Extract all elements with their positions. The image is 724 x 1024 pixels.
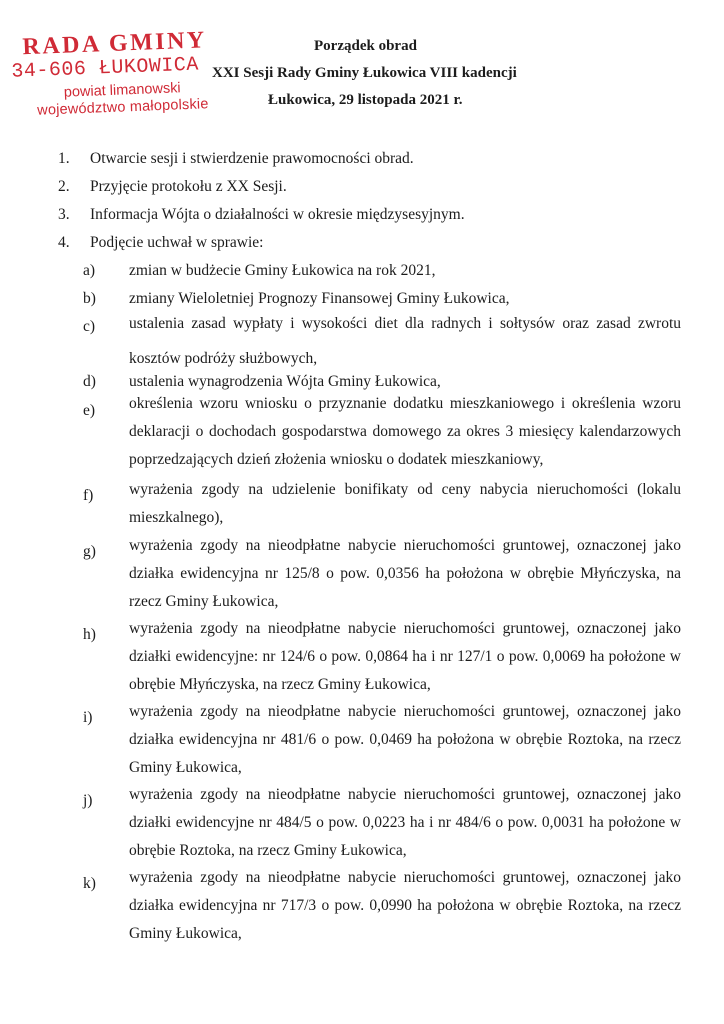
subitem-text: wyrażenia zgody na nieodpłatne nabycie nieruchomości gruntowej, oznaczonej jako działki ewidencyjne: nr 124/6 o pow. 0,0864 ha i nr 127/1 o pow. 0,0069 ha położone w obrębie Młyńczyska, na rzecz Gminy Łukowica, [129, 620, 681, 693]
agenda-item-number: 3. [58, 206, 70, 223]
subitem-text: wyrażenia zgody na nieodpłatne nabycie nieruchomości gruntowej, oznaczonej jako działka ewidencyjna nr 481/6 o pow. 0,0469 ha położona w obrębie Roztoka, na rzecz Gminy Łukowica, [129, 703, 681, 776]
document-title: Porządek obrad [314, 38, 417, 54]
subitem-letter: d) [83, 373, 96, 390]
subitem-letter: a) [83, 262, 96, 279]
subitem-letter: c) [83, 318, 96, 335]
council-stamp [4, 25, 239, 121]
subitem-text: wyrażenia zgody na nieodpłatne nabycie nieruchomości gruntowej, oznaczonej jako działka ewidencyjna nr 125/8 o pow. 0,0356 ha położona w obrębie Młyńczyska, na rzecz Gminy Łukowica, [129, 537, 681, 610]
subitem-text: ustalenia zasad wypłaty i wysokości diet dla radnych i sołtysów oraz zasad zwrotu kosztów podróży służbowych, [129, 315, 681, 367]
stamp-line-2: 34-606 ŁUKOWICA [11, 53, 200, 84]
agenda-item-text: Otwarcie sesji i stwierdzenie prawomocności obrad. [90, 150, 414, 167]
subitem-letter: h) [83, 626, 96, 643]
subitem-letter: g) [83, 543, 96, 560]
agenda-item-text: Informacja Wójta o działalności w okresie międzysesyjnym. [90, 206, 465, 223]
document-subtitle: XXI Sesji Rady Gminy Łukowica VIII kadencji [212, 65, 517, 81]
document-place-date: Łukowica, 29 listopada 2021 r. [268, 92, 463, 108]
subitem-text: zmiany Wieloletniej Prognozy Finansowej Gminy Łukowica, [129, 290, 510, 307]
subitem-letter: j) [83, 792, 93, 809]
subitem-letter: i) [83, 709, 93, 726]
agenda-item-number: 2. [58, 178, 70, 195]
agenda-item-text: Podjęcie uchwał w sprawie: [90, 234, 264, 251]
agenda-item-text: Przyjęcie protokołu z XX Sesji. [90, 178, 287, 195]
subitem-text: określenia wzoru wniosku o przyznanie dodatku mieszkaniowego i określenia wzoru deklaracji o dochodach gospodarstwa domowego za okres 3 miesięcy kalendarzowych poprzedzających dzień złożenia wniosku o dodatek mieszkaniowy, [129, 395, 681, 468]
subitem-letter: k) [83, 875, 96, 892]
subitem-text: wyrażenia zgody na nieodpłatne nabycie nieruchomości gruntowej, oznaczonej jako działka ewidencyjna nr 717/3 o pow. 0,0990 ha położona w obrębie Roztoka, na rzecz Gminy Łukowica, [129, 869, 681, 942]
subitem-text: zmian w budżecie Gminy Łukowica na rok 2021, [129, 262, 436, 279]
subitem-text: ustalenia wynagrodzenia Wójta Gminy Łukowica, [129, 373, 441, 390]
agenda-item-number: 1. [58, 150, 70, 167]
agenda-item-number: 4. [58, 234, 70, 251]
subitem-letter: b) [83, 290, 96, 307]
subitem-letter: f) [83, 487, 94, 504]
stamp-line-1: RADA GMINY [22, 27, 208, 61]
subitem-text: wyrażenia zgody na udzielenie bonifikaty od ceny nabycia nieruchomości (lokalu mieszkalnego), [129, 481, 681, 526]
stamp-line-3: powiat limanowski [63, 80, 181, 101]
stamp-line-4: województwo małopolskie [36, 96, 209, 119]
subitem-text: wyrażenia zgody na nieodpłatne nabycie nieruchomości gruntowej, oznaczonej jako działki ewidencyjne nr 484/5 o pow. 0,0223 ha i nr 484/6 o pow. 0,0031 ha położone w obrębie Roztoka, na rzecz Gminy Łukowica, [129, 786, 681, 859]
subitem-letter: e) [83, 402, 96, 419]
